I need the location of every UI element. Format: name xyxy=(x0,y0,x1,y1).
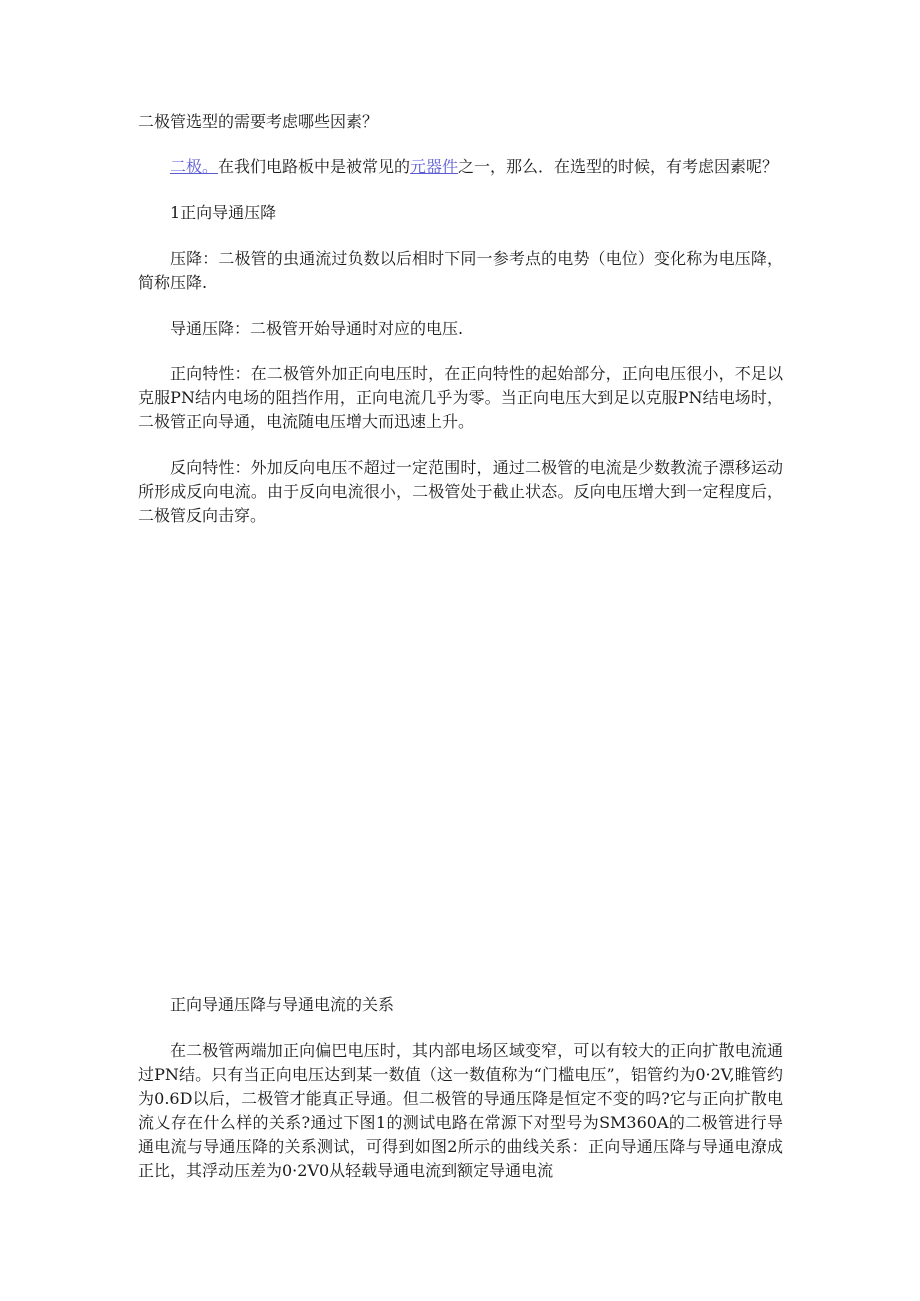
paragraph-voltage-drop: 压降：二极管的虫通流过负数以后相时下同一参考点的电势（电位）变化称为电压降，简称压降. xyxy=(138,249,783,292)
intro-paragraph xyxy=(170,157,778,177)
component-link[interactable]: 元器件 xyxy=(410,157,459,176)
intro-text-1: 在我们电路板中是被常见的 xyxy=(218,157,411,176)
section-heading-relation: 正向导通压降与导通电流的关系 xyxy=(170,995,395,1014)
section-heading-forward-voltage: 1正向导通压降 xyxy=(170,203,277,222)
intro-text-2: 之一，那么．在选型的时候，有考虑因素呢？ xyxy=(458,157,779,176)
paragraph-forward-characteristic: 正向特性：在二极管外加正向电压时，在正向特性的起始部分，正向电压很小，不足以克服PN结内电场的阻挡作用，正向电流几乎为零。当正向电压大到足以克服PN结电场时，二极管正向导通，电流随电压增大而迅速上升。 xyxy=(138,364,783,431)
diode-link[interactable]: 二极。 xyxy=(170,157,219,176)
paragraph-conduction-drop: 导通压降：二极管开始导通时对应的电压. xyxy=(170,319,464,338)
document-title: 二极管选型的需要考虑哪些因素？ xyxy=(138,112,379,131)
paragraph-reverse-characteristic: 反向特性：外加反向电压不超过一定范围时，通过二极管的电流是少数教流子漂移运动所形成反向电流。由于反向电流很小，二极管处于截止状态。反向电压增大到一定程度后，二极管反向击穿。 xyxy=(138,458,783,525)
paragraph-relation: 在二极管两端加正向偏巴电压时，其内部电场区域变窄，可以有较大的正向扩散电流通过PN结。只有当正向电压达到某一数值（这一数值称为“门槛电压”，铝管约为0·2V,睢管约为0.6D以后，二极管才能真正导通。但二极管的导通压降是恒定不变的吗?它与正向扩散电流乂存在什么样的关系?通过下图1的测试电路在常源下对型号为SM360A的二极管进行导通电流与导通压降的关系测试，可得到如图2所示的曲线关系：正向导通压降与导通电潦成正比，其浮动压差为0·2V0从轻载导通电流到额定导通电流 xyxy=(138,1041,783,1180)
